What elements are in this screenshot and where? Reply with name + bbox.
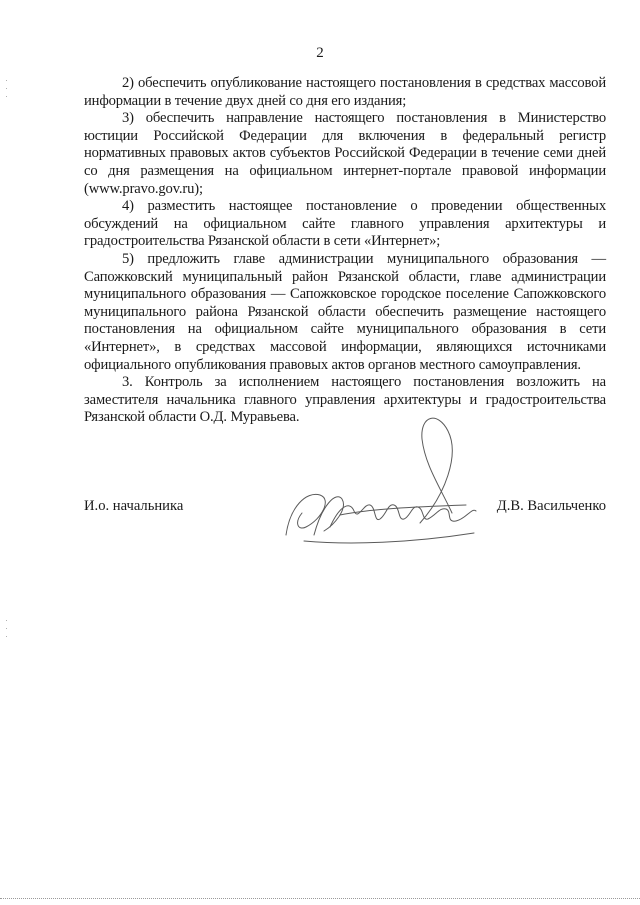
scan-bottom-edge <box>0 898 640 900</box>
page-number: 2 <box>316 45 324 61</box>
paragraph-control: 3. Контроль за исполнением настоящего постановления возложить на заместителя начальника главного управления архитектуры и градостроительства Рязанской области О.Д. Муравьева. <box>84 374 606 426</box>
handwritten-signature-icon <box>270 395 490 555</box>
scan-margin-marks <box>6 40 8 640</box>
paragraph-website-placement: 4) разместить настоящее постановление о проведении общественных обсуждений на официальном сайте главного управления архитектуры и градостроительства Рязанской области в сети «Интернет»; <box>84 198 606 250</box>
document-body <box>84 75 606 427</box>
paragraph-publication: 2) обеспечить опубликование настоящего постановления в средствах массовой информации в течение двух дней со дня его издания; <box>84 75 606 109</box>
signer-name: Д.В. Васильченко <box>496 498 606 514</box>
signer-title: И.о. начальника <box>84 498 184 514</box>
paragraph-ministry-justice: 3) обеспечить направление настоящего постановления в Министерство юстиции Российской Федерации для включения в федеральный регистр нормативных правовых актов субъектов Российской Федерации в течение семи дней со дня размещения на официальном интернет-портале правовой информации (www.pravo.gov.ru); <box>84 110 606 197</box>
paragraph-municipal-head: 5) предложить главе администрации муниципального образования — Сапожковский муниципальный район Рязанской области, главе администрации муниципального образования — Сапожковское городское поселение Сапожковского муниципального района Рязанской области обеспечить размещение настоящего постановления на официальном сайте муниципального образования в сети «Интернет», в средствах массовой информации, являющихся источниками официального опубликования правовых актов органов местного самоуправления. <box>84 250 606 373</box>
